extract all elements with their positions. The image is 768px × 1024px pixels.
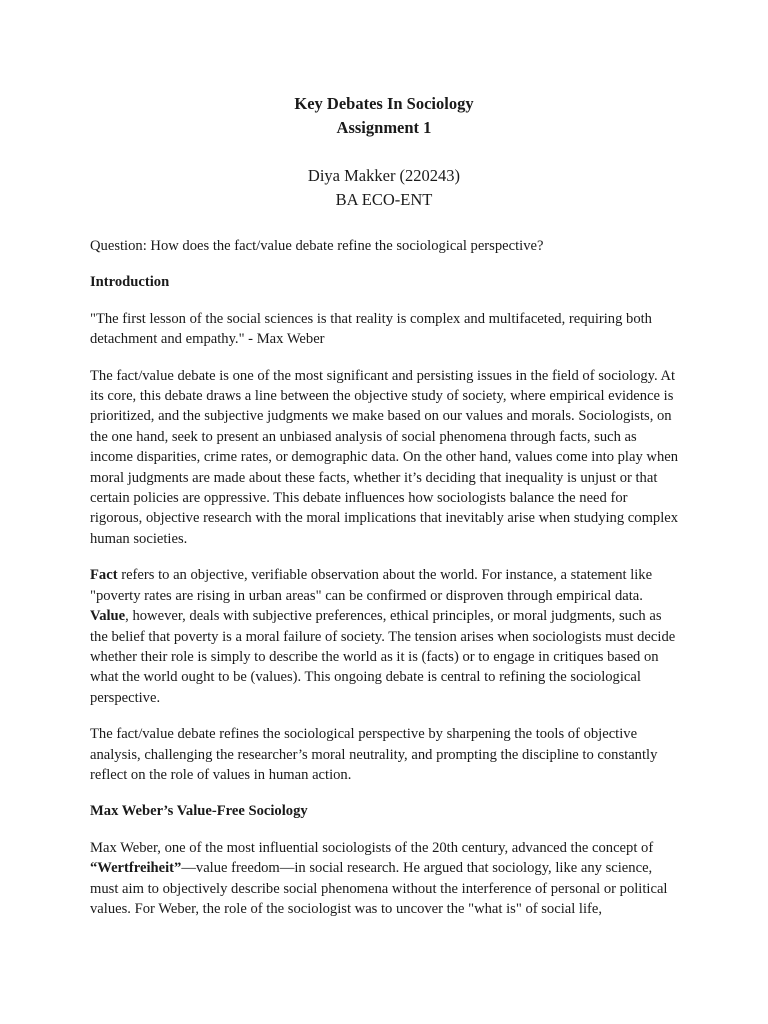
weber-text-before: Max Weber, one of the most influential sociologists of the 20th century, advanced the concept of [90, 839, 654, 856]
value-term: Value [90, 608, 126, 625]
author-block [0, 164, 768, 212]
question-text: Question: How does the fact/value debate refine the sociological perspective? [90, 238, 544, 254]
author-name: Diya Makker (220243) [307, 166, 461, 185]
introduction-heading: Introduction [90, 274, 170, 291]
fact-term: Fact [90, 567, 118, 584]
fact-definition: refers to an objective, verifiable observation about the world. For instance, a statement like "poverty rates are rising in urban areas" can be confirmed or disproven through empirical data. [90, 567, 653, 604]
program-name: BA ECO-ENT [335, 190, 433, 209]
intro-paragraph-1: The fact/value debate is one of the most significant and persisting issues in the field of sociology. At its core, this debate draws a line between the objective study of society, where empirical evidence is prioritized, and the subjective judgments we make based on our values and morals. Sociologists, on the one hand, seek to present an unbiased analysis of social phenomena through facts, such as income disparities, crime rates, or demographic data. On the other hand, values come into play when moral judgments are made about these facts, whether it’s deciding that inequality is unjust or that certain policies are oppressive. This debate influences how sociologists balance the need for rigorous, objective research with the moral implications that inevitably arise when studying complex human societies. [90, 367, 679, 547]
document-title: Key Debates In Sociology [294, 94, 474, 113]
value-definition: , however, deals with subjective preferences, ethical principles, or moral judgments, such as the belief that poverty is a moral failure of society. The tension arises when sociologists must decide whether their role is simply to describe the world as it is (facts) or to engage in critiques based on what the world ought to be (values). This ongoing debate is central to refining the sociological perspective. [90, 608, 676, 706]
weber-section-heading: Max Weber’s Value-Free Sociology [90, 803, 308, 820]
intro-paragraph-3: The fact/value debate refines the sociological perspective by sharpening the tools of objective analysis, challenging the researcher’s moral neutrality, and prompting the discipline to constantly reflect on the role of values in human action. [90, 726, 658, 783]
wertfreiheit-term: “Wertfreiheit” [90, 860, 182, 877]
weber-quote: "The first lesson of the social sciences is that reality is complex and multifaceted, requiring both detachment and empathy." - Max Weber [90, 310, 652, 348]
weber-paragraph [90, 838, 682, 920]
document-subtitle: Assignment 1 [336, 118, 432, 137]
fact-value-paragraph [90, 565, 682, 708]
document-header [0, 92, 768, 140]
weber-text-after: —value freedom—in social research. He argued that sociology, like any science, must aim to objectively describe social phenomena without the interference of personal or political values. For Weber, the role of the sociologist was to uncover the "what is" of social life, [90, 860, 668, 917]
document-body [90, 236, 682, 935]
